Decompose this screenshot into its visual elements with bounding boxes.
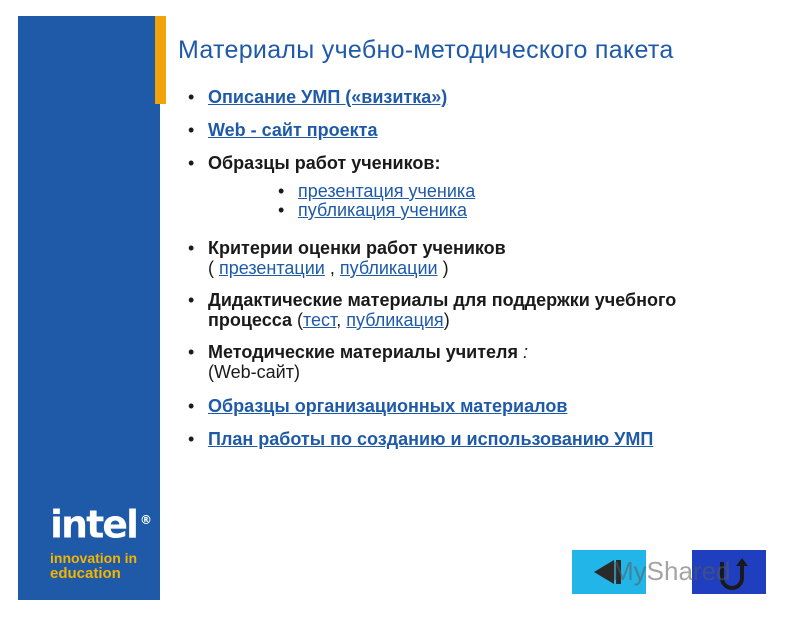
back-arrow-icon — [572, 550, 646, 594]
registered-mark-icon: ® — [140, 513, 153, 527]
list-item-website — [188, 120, 778, 140]
bullet: • — [188, 238, 195, 258]
back-button[interactable] — [572, 550, 646, 594]
list-item-org-materials — [188, 396, 778, 416]
didactic-label-line1: Дидактические материалы для поддержки учебного — [208, 290, 677, 310]
sub-item-publication — [278, 201, 778, 220]
logo-wordmark: intel — [50, 502, 138, 547]
return-button[interactable] — [692, 550, 766, 594]
bullet: • — [188, 342, 195, 362]
criteria-separator: , — [324, 258, 340, 278]
teacher-materials-label: Методические материалы учителя — [208, 342, 518, 362]
return-icon — [692, 550, 766, 594]
list-item-teacher-materials — [188, 342, 778, 382]
didactic-separator: , — [336, 310, 347, 330]
bullet: • — [188, 120, 195, 140]
didactic-close-paren: ) — [443, 310, 450, 330]
list-item-criteria — [188, 238, 778, 278]
list-item-work-plan — [188, 429, 778, 449]
bullet: • — [188, 290, 195, 310]
didactic-open-paren: ( — [291, 310, 303, 330]
link-work-plan[interactable]: План работы по созданию и использованию УМП — [208, 429, 654, 449]
logo-tagline — [50, 551, 152, 581]
watermark: MyShared — [612, 556, 731, 586]
bullet: • — [188, 429, 195, 449]
list-item-description — [188, 87, 778, 107]
criteria-label: Критерии оценки работ учеников — [208, 238, 506, 258]
bullet: • — [188, 396, 195, 416]
bullet: • — [188, 153, 195, 173]
intel-logo — [50, 500, 152, 581]
link-student-publication[interactable]: публикация ученика — [298, 200, 468, 220]
teacher-materials-colon: : — [518, 342, 529, 362]
list-item-didactic — [188, 290, 778, 330]
teacher-materials-website: (Web-сайт) — [208, 362, 300, 382]
criteria-close-paren: ) — [437, 258, 449, 278]
link-org-materials[interactable]: Образцы организационных материалов — [208, 396, 568, 416]
link-ump-description[interactable]: Описание УМП («визитка») — [208, 87, 448, 107]
tagline-line-1: innovation in — [50, 549, 138, 566]
sidebar-accent-bar — [155, 16, 166, 104]
criteria-open-paren: ( — [208, 258, 219, 278]
sub-item-presentation — [278, 182, 778, 201]
page-title: Материалы учебно-методического пакета — [178, 36, 674, 64]
link-project-website[interactable]: Web - сайт проекта — [208, 120, 378, 140]
bullet: • — [188, 87, 195, 107]
bullet: • — [278, 200, 285, 220]
link-criteria-presentations[interactable]: презентации — [219, 258, 325, 278]
link-didactic-publication[interactable]: публикация — [346, 310, 444, 330]
link-criteria-publications[interactable]: публикации — [339, 258, 438, 278]
link-student-presentation[interactable]: презентация ученика — [298, 181, 476, 201]
bullet: • — [278, 181, 285, 201]
link-didactic-test[interactable]: тест — [302, 310, 337, 330]
list-item-student-samples — [188, 153, 778, 173]
didactic-label-line2: процесса — [208, 310, 292, 330]
student-samples-label: Образцы работ учеников: — [208, 153, 441, 173]
materials-list — [188, 84, 778, 449]
tagline-line-2: education — [50, 564, 121, 582]
